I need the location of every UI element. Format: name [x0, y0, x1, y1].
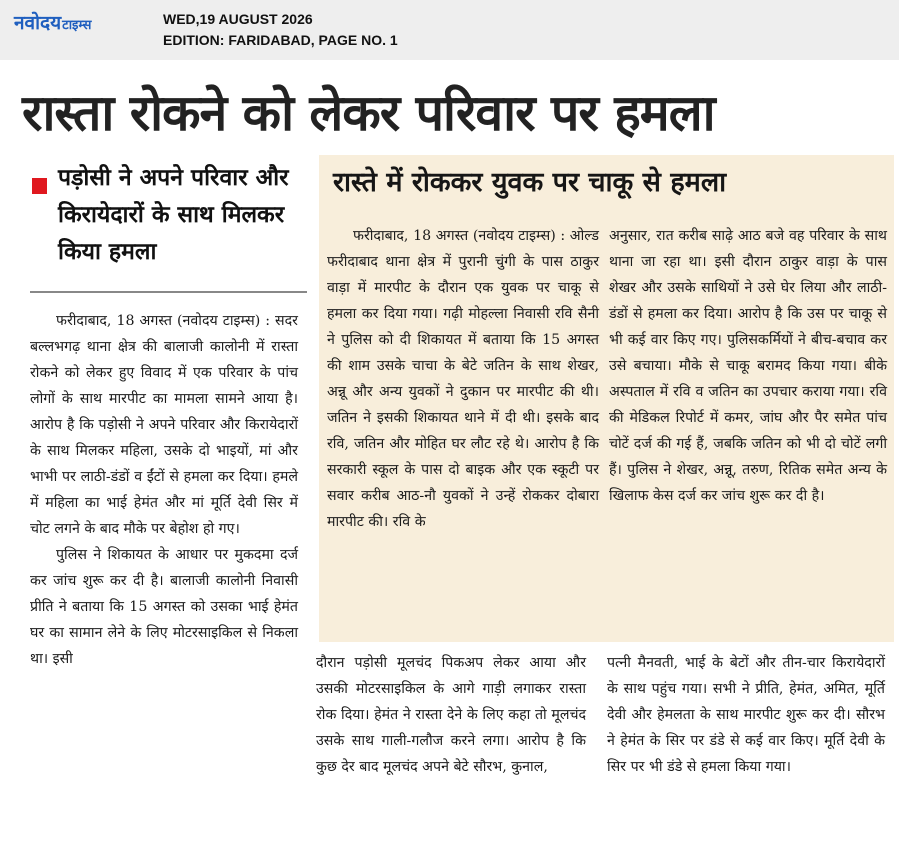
main-article-bottom-column-2 — [607, 650, 885, 780]
boxed-article-column-1 — [327, 223, 599, 535]
article-paragraph: फरीदाबाद, 18 अगस्त (नवोदय टाइम्स) : ओल्ड फरीदाबाद थाना क्षेत्र में पुरानी चुंगी के पास ठाकुर वाड़ा में मारपीट के दौरान एक युवक पर चाकू से हमला कर दिया गया। गढ़ी मोहल्ला निवासी रवि सैनी ने पुलिस को दी शिकायत में बताया कि 15 अगस्त की शाम उसके चाचा के बेटे जतिन के साथ शेखर, अन्नू और अन्य युवकों ने दुकान पर मारपीट की थी। जतिन ने इसकी शिकायत थाने में दी थी। इसके बाद रवि, जतिन और मोहित घर लौट रहे थे। आरोप है कि सरकारी स्कूल के पास दो बाइक और एक स्कूटी पर सवार करीब आठ-नौ युवकों ने उन्हें रोककर दोबारा मारपीट की। रवि के — [327, 228, 599, 530]
masthead-bar — [0, 0, 899, 60]
edition-line: EDITION: FARIDABAD, PAGE NO. 1 — [163, 32, 398, 48]
sub-headline-block — [22, 160, 307, 290]
edition-info — [163, 9, 398, 51]
logo-sub-text: टाइम्स — [62, 18, 92, 33]
boxed-article-column-2 — [609, 223, 887, 509]
article-paragraph: अनुसार, रात करीब साढ़े आठ बजे वह परिवार के साथ थाना जा रहा था। इसी दौरान ठाकुर वाड़ा के पास शेखर और उसके साथियों ने उसे घेर लिया और लाठी-डंडों से हमला कर दिया। आरोप है कि उस पर चाकू से भी कई वार किए गए। पुलिसकर्मियों ने बीच-बचाव कर उसे बचाया। मौके से चाकू बरामद किया गया। बीके अस्पताल में रवि व जतिन का उपचार कराया गया। रवि की मेडिकल रिपोर्ट में कमर, जांघ और पैर समेत पांच चोटें दर्ज की गई हैं, जबकि जतिन को भी दो चोटें लगी हैं। पुलिस ने शेखर, अन्नू, तरुण, रितिक समेत अन्य के खिलाफ केस दर्ज कर जांच शुरू कर दी है। — [609, 228, 887, 504]
main-article-left-column — [30, 308, 298, 672]
newspaper-logo — [14, 12, 91, 37]
main-headline: रास्ता रोकने को लेकर परिवार पर हमला — [22, 84, 715, 142]
date-line: WED,19 AUGUST 2026 — [163, 11, 313, 27]
main-article-bottom-column-1 — [316, 650, 586, 780]
article-paragraph: पत्नी मैनवती, भाई के बेटों और तीन-चार किरायेदारों के साथ पहुंच गया। सभी ने प्रीति, हेमंत, अमित, मूर्ति देवी और हेमलता के साथ मारपीट शुरू कर दी। सौरभ ने हेमंत के सिर पर डंडे से कई वार किए। मूर्ति देवी के सिर पर भी डंडे से हमला किया गया। — [607, 655, 885, 775]
logo-main-text: नवोदय — [14, 12, 62, 34]
article-paragraph: दौरान पड़ोसी मूलचंद पिकअप लेकर आया और उसकी मोटरसाइकिल के आगे गाड़ी लगाकर रास्ता रोक दिया। हेमंत ने रास्ता देने के लिए कहा तो मूलचंद उसके साथ गाली-गलौज करने लगा। आरोप है कि कुछ देर बाद मूलचंद अपने बेटे सौरभ, कुनाल, — [316, 655, 586, 775]
sub-headline — [22, 160, 307, 290]
sub-headline-rule — [30, 291, 307, 293]
boxed-article — [319, 155, 894, 642]
article-paragraph: पुलिस ने शिकायत के आधार पर मुकदमा दर्ज कर जांच शुरू कर दी है। बालाजी कालोनी निवासी प्रीति ने बताया कि 15 अगस्त को उसका भाई हेमंत घर का सामान लेने के लिए मोटरसाइकिल से निकला था। इसी — [30, 547, 298, 667]
red-bullet-icon — [32, 178, 47, 194]
boxed-article-headline: रास्ते में रोककर युवक पर चाकू से हमला — [333, 167, 727, 198]
sub-headline-text: पड़ोसी ने अपने परिवार और किरायेदारों के साथ मिलकर किया हमला — [58, 165, 289, 265]
article-paragraph: फरीदाबाद, 18 अगस्त (नवोदय टाइम्स) : सदर बल्लभगढ़ थाना क्षेत्र की बालाजी कालोनी में रास्ता रोकने को लेकर हुए विवाद में एक परिवार के पांच लोगों के साथ मारपीट का मामला सामने आया है। आरोप है कि पड़ोसी ने अपने परिवार और किरायेदारों के साथ मिलकर महिला, उसके दो भाइयों, मां और भाभी पर लाठी-डंडों व ईंटों से हमला कर दिया। हमले में महिला का भाई हेमंत और मां मूर्ति देवी सिर में चोट लगने के बाद मौके पर बेहोश हो गए। — [30, 313, 298, 537]
